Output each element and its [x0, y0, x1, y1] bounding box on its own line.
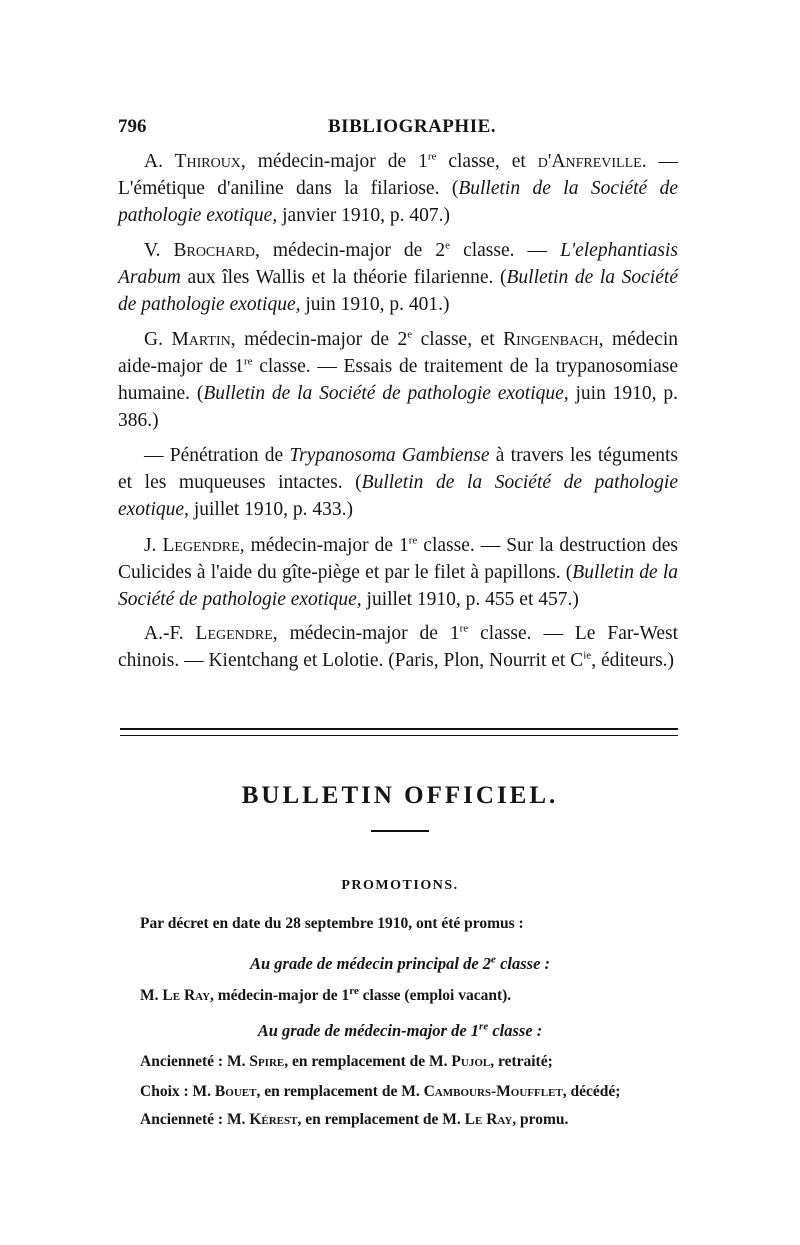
grade-heading: Au grade de médecin principal de 2e classe :	[249, 953, 551, 973]
journal-name: Bulletin de la Société de pathologie exotique,	[203, 383, 569, 404]
promotion-line: M. Le Ray, médecin-major de 1re classe (emploi vacant).	[140, 984, 512, 1004]
work-title: L'elephantiasis Arabum	[118, 240, 679, 288]
author: d'Anfreville	[537, 151, 642, 172]
promotion-line: Ancienneté : M. Spire, en remplacement de M. Pujol, retraité;	[140, 1053, 553, 1070]
journal-name: Bulletin de la Société de pathologie exotique,	[118, 472, 678, 520]
title-rule	[371, 830, 429, 832]
bibliography-entry: V. Brochard, médecin-major de 2e classe. — L'elephantiasis Arabum aux îles Wallis et la théorie filarienne. (Bulletin de la Société de pathologie exotique, juin 1910, p. 401.)	[118, 239, 679, 315]
journal-name: Bulletin de la Société de pathologie exotique,	[118, 267, 678, 315]
author: J. Legendre	[144, 535, 240, 556]
bibliography-entry: — Pénétration de Trypanosoma Gambiense à travers les téguments et les muqueuses intactes. (Bulletin de la Société de pathologie exotique, juillet 1910, p. 433.)	[118, 445, 678, 520]
author: Ringenbach	[503, 329, 599, 350]
section-divider	[120, 728, 678, 736]
work-title: Trypanosoma Gambiense	[289, 445, 490, 466]
author: G. Martin	[144, 329, 231, 350]
bibliography-entry: G. Martin, médecin-major de 2e classe, et Ringenbach, médecin aide-major de 1re classe. — Essais de traitement de la trypanosomiase humaine. (Bulletin de la Société de pathologie exotique, juin 1910, p. 386.)	[118, 328, 678, 431]
grade-heading: Au grade de médecin-major de 1re classe :	[257, 1020, 543, 1040]
journal-name: Bulletin de la Société de pathologie exotique,	[118, 178, 678, 226]
section-heading: PROMOTIONS.	[341, 878, 459, 893]
bulletin-title: BULLETIN OFFICIEL.	[241, 782, 559, 809]
decree-line: Par décret en date du 28 septembre 1910, ont été promus :	[140, 915, 524, 932]
author: A. Thiroux	[144, 151, 241, 172]
page-header	[118, 116, 678, 142]
running-title: BIBLIOGRAPHIE.	[328, 116, 497, 137]
promotion-line: Ancienneté : M. Kérest, en remplacement de M. Le Ray, promu.	[140, 1111, 569, 1128]
bibliography-entry: A.-F. Legendre, médecin-major de 1re classe. — Le Far-West chinois. — Kientchang et Lolotie. (Paris, Plon, Nourrit et $C^{ie}$, éditeurs.)	[118, 622, 678, 671]
page-number: 796	[118, 116, 147, 137]
bibliography-entry: J. Legendre, médecin-major de 1re classe. — Sur la destruction des Culicides à l'aide du gîte-piège et par le filet à papillons. (Bulletin de la Société de pathologie exotique, juillet 1910, p. 455 et 457.)	[118, 534, 678, 610]
journal-name: Bulletin de la Société de pathologie exotique,	[118, 562, 678, 610]
author: V. Brochard	[144, 240, 255, 261]
bibliography-entry: A. Thiroux, médecin-major de 1re classe, et d'Anfreville. — L'émétique d'aniline dans la filariose. (Bulletin de la Société de pathologie exotique, janvier 1910, p. 407.)	[118, 150, 679, 226]
author: A.-F. Legendre	[144, 623, 273, 644]
promotion-line: Choix : M. Bouet, en remplacement de M. Cambours-Moufflet, décédé;	[140, 1083, 621, 1100]
